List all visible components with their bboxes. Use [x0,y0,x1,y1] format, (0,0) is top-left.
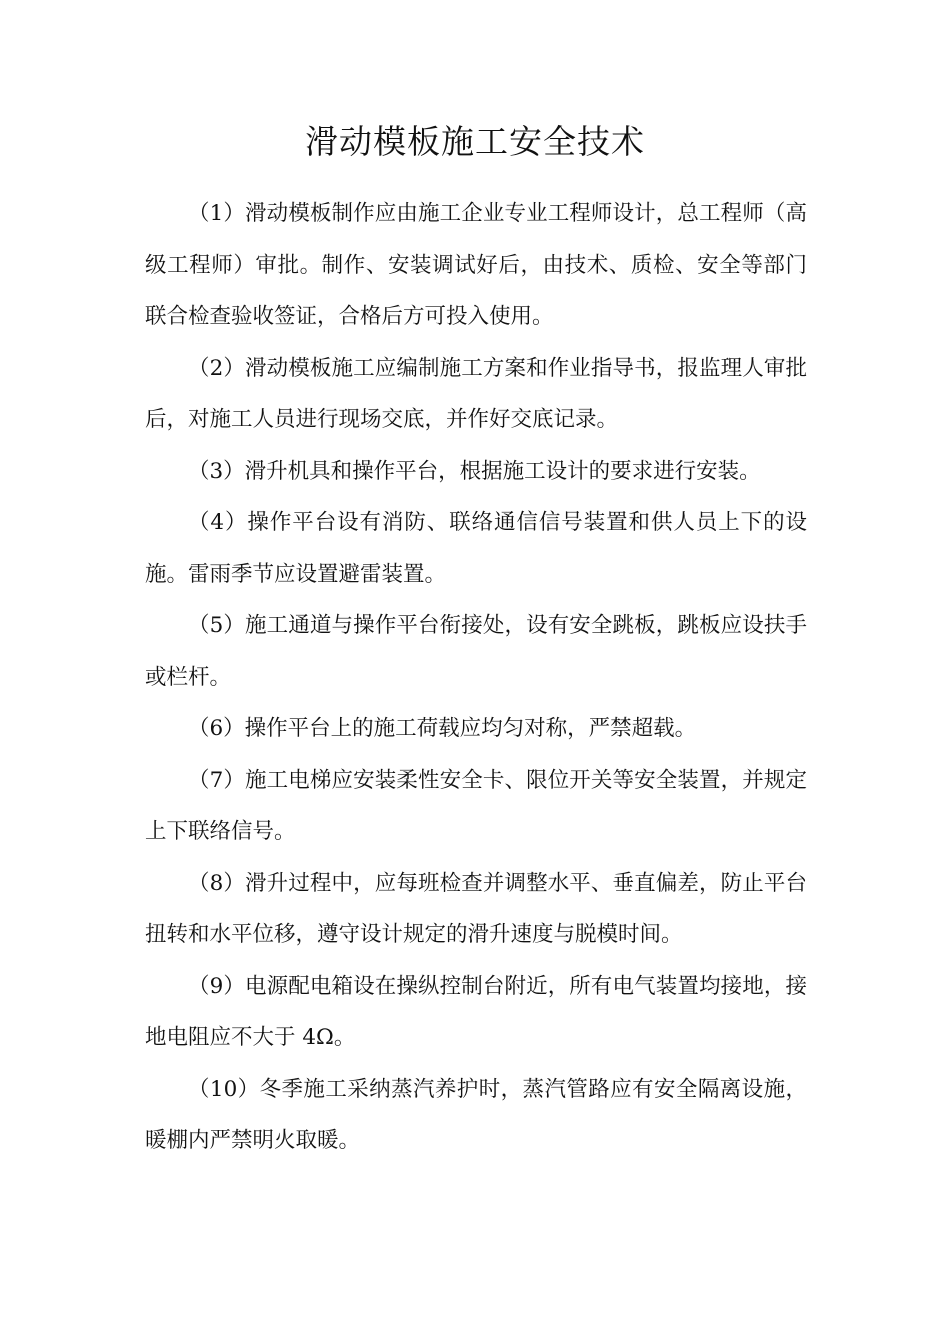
paragraph-7: （7）施工电梯应安装柔性安全卡、限位开关等安全装置，并规定上下联络信号。 [145,767,807,844]
paragraph-3: （3）滑升机具和操作平台，根据施工设计的要求进行安装。 [188,458,761,484]
paragraph-1: （1）滑动模板制作应由施工企业专业工程师设计，总工程师（高级工程师）审批。制作、安装调试好后，由技术、质检、安全等部门联合检查验收签证，合格后方可投入使用。 [145,201,807,329]
paragraph-6: （6）操作平台上的施工荷载应均匀对称，严禁超载。 [188,716,697,741]
paragraph-10: （10）冬季施工采纳蒸汽养护时，蒸汽管路应有安全隔离设施，暖棚内严禁明火取暖。 [145,1076,807,1153]
document-title: 滑动模板施工安全技术 [305,122,645,161]
paragraph-2: （2）滑动模板施工应编制施工方案和作业指导书，报监理人审批后，对施工人员进行现场交底，并作好交底记录。 [145,355,807,432]
paragraph-9: （9）电源配电箱设在操纵控制台附近，所有电气装置均接地，接地电阻应不大于 4Ω。 [145,973,807,1050]
paragraph-5: （5）施工通道与操作平台衔接处，设有安全跳板，跳板应设扶手或栏杆。 [145,613,807,690]
document-body [145,188,807,1167]
paragraph-8: （8）滑升过程中，应每班检查并调整水平、垂直偏差，防止平台扭转和水平位移，遵守设计规定的滑升速度与脱模时间。 [145,870,807,947]
paragraph-4: （4）操作平台设有消防、联络通信信号装置和供人员上下的设施。雷雨季节应设置避雷装置。 [145,510,807,587]
